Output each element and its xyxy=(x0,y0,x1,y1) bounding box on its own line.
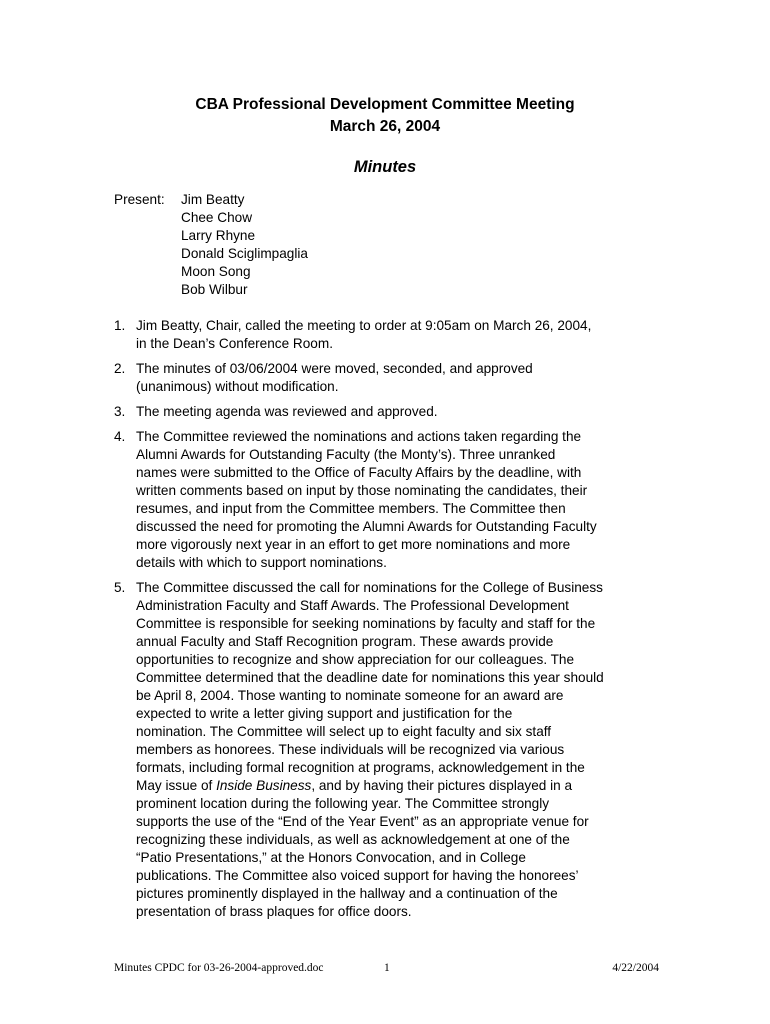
item-number: 4. xyxy=(114,429,126,444)
item-line: details with which to support nominations. xyxy=(136,555,387,570)
minutes-item xyxy=(114,360,674,396)
italic-line-prefix: May issue of xyxy=(136,778,217,793)
item-line: (unanimous) without modification. xyxy=(136,379,339,394)
italic-line-suffix: , and by having their pictures displayed in a xyxy=(311,778,573,793)
attendee-name: Bob Wilbur xyxy=(181,282,248,297)
item-line: “Patio Presentations,” at the Honors Convocation, and in College xyxy=(136,850,526,865)
attendee-name: Donald Sciglimpaglia xyxy=(181,246,308,261)
document-subtitle: Minutes xyxy=(353,158,417,176)
document-title: CBA Professional Development Committee Meeting xyxy=(195,96,575,113)
item-line: supports the use of the “End of the Year Event” as an appropriate venue for xyxy=(136,814,589,829)
item-line: members as honorees. These individuals will be recognized via various xyxy=(136,742,565,757)
item-line: names were submitted to the Office of Faculty Affairs by the deadline, with xyxy=(136,465,582,480)
footer-filename: Minutes CPDC for 03-26-2004-approved.doc xyxy=(114,962,324,974)
item-line: Administration Faculty and Staff Awards. The Professional Development xyxy=(136,598,569,613)
item-line: annual Faculty and Staff Recognition program. These awards provide xyxy=(136,634,554,649)
item-number: 2. xyxy=(114,361,126,376)
minutes-item xyxy=(114,428,674,572)
item-text xyxy=(136,403,674,421)
item-line: resumes, and input from the Committee members. The Committee then xyxy=(136,501,566,516)
present-label: Present: xyxy=(114,192,165,207)
attendee-name: Larry Rhyne xyxy=(181,228,256,243)
attendee-name: Chee Chow xyxy=(181,210,253,225)
item-number: 1. xyxy=(114,318,126,333)
item-line: The meeting agenda was reviewed and approved. xyxy=(136,404,438,419)
item-line-with-italic xyxy=(136,777,674,795)
item-line: discussed the need for promoting the Alumni Awards for Outstanding Faculty xyxy=(136,519,597,534)
item-line: nomination. The Committee will select up to eight faculty and six staff xyxy=(136,724,552,739)
minutes-item xyxy=(114,317,674,353)
item-text xyxy=(136,428,674,572)
item-number: 3. xyxy=(114,404,126,419)
attendee-name: Jim Beatty xyxy=(181,192,245,207)
item-text xyxy=(136,317,674,353)
item-line: expected to write a letter giving support and justification for the xyxy=(136,706,513,721)
item-line: Committee is responsible for seeking nominations by faculty and staff for the xyxy=(136,616,596,631)
item-line: prominent location during the following year. The Committee strongly xyxy=(136,796,550,811)
minutes-item xyxy=(114,579,674,921)
item-number: 5. xyxy=(114,580,126,595)
item-line: pictures prominently displayed in the hallway and a continuation of the xyxy=(136,886,558,901)
item-line: Committee determined that the deadline date for nominations this year should xyxy=(136,670,604,685)
minutes-item xyxy=(114,403,674,421)
attendee-list xyxy=(181,191,308,299)
item-line: presentation of brass plaques for office doors. xyxy=(136,904,412,919)
footer-page-number: 1 xyxy=(384,962,390,974)
item-text xyxy=(136,579,674,921)
item-line: The Committee discussed the call for nominations for the College of Business xyxy=(136,580,603,595)
item-line: formats, including formal recognition at programs, acknowledgement in the xyxy=(136,760,585,775)
item-line: be April 8, 2004. Those wanting to nominate someone for an award are xyxy=(136,688,564,703)
meeting-date: March 26, 2004 xyxy=(329,118,441,135)
item-line: Jim Beatty, Chair, called the meeting to order at 9:05am on March 26, 2004, xyxy=(136,318,592,333)
item-line: Alumni Awards for Outstanding Faculty (the Monty’s). Three unranked xyxy=(136,447,556,462)
footer-date: 4/22/2004 xyxy=(612,962,659,974)
item-line: in the Dean’s Conference Room. xyxy=(136,336,333,351)
publication-title: Inside Business xyxy=(216,778,312,793)
item-line: written comments based on input by those nominating the candidates, their xyxy=(136,483,588,498)
attendee-name: Moon Song xyxy=(181,264,251,279)
item-line: publications. The Committee also voiced support for having the honorees’ xyxy=(136,868,579,883)
item-line: opportunities to recognize and show appreciation for our colleagues. The xyxy=(136,652,575,667)
minutes-items xyxy=(114,317,674,928)
item-text xyxy=(136,360,674,396)
item-line: The minutes of 03/06/2004 were moved, seconded, and approved xyxy=(136,361,533,376)
item-line: recognizing these individuals, as well as acknowledgement at one of the xyxy=(136,832,570,847)
item-line: The Committee reviewed the nominations and actions taken regarding the xyxy=(136,429,582,444)
item-line: more vigorously next year in an effort to get more nominations and more xyxy=(136,537,571,552)
